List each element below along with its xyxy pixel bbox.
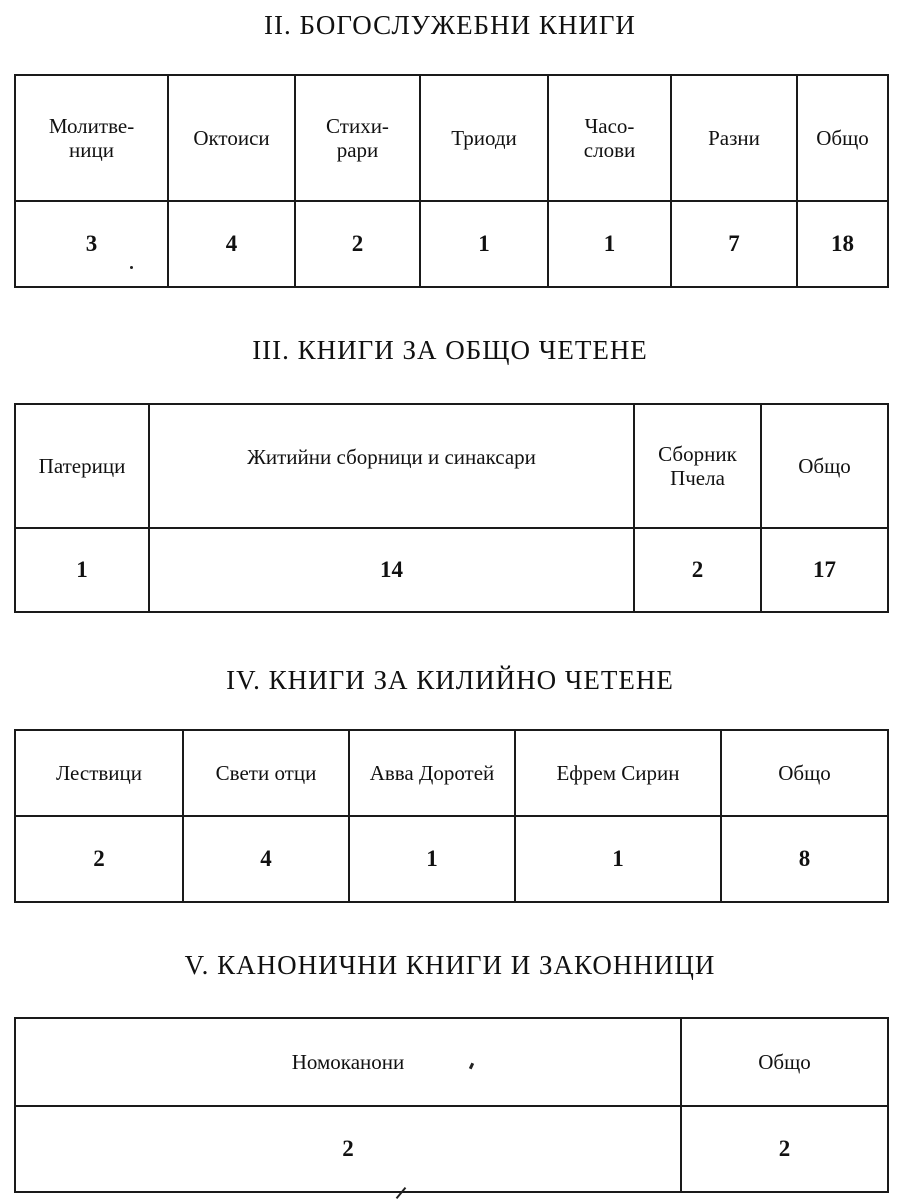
header-cell: Патерици bbox=[15, 404, 149, 528]
section-3-title: III. КНИГИ ЗА ОБЩО ЧЕТЕНЕ bbox=[252, 335, 648, 365]
value-cell: 1 bbox=[420, 201, 548, 287]
value-cell: 18 bbox=[797, 201, 888, 287]
value-cell: 3 bbox=[15, 201, 168, 287]
header-cell: Ефрем Сирин bbox=[515, 730, 721, 816]
table-row bbox=[15, 1106, 888, 1192]
table-cell-reading bbox=[14, 729, 889, 903]
value-cell: 2 bbox=[634, 528, 761, 612]
value-cell: 2 bbox=[15, 816, 183, 902]
value-cell: 1 bbox=[15, 528, 149, 612]
header-cell: Лествици bbox=[15, 730, 183, 816]
value-cell: 4 bbox=[168, 201, 295, 287]
table-header-row bbox=[15, 404, 888, 528]
table-header-row bbox=[15, 730, 888, 816]
header-cell: Номоканони bbox=[15, 1018, 681, 1106]
header-cell: Общо bbox=[681, 1018, 888, 1106]
header-cell: Октоиси bbox=[168, 75, 295, 201]
header-cell: Сборник Пчела bbox=[634, 404, 761, 528]
value-cell: 1 bbox=[548, 201, 671, 287]
header-cell: Свети отци bbox=[183, 730, 349, 816]
value-cell: 1 bbox=[515, 816, 721, 902]
header-cell: Житийни сборници и синаксари bbox=[149, 404, 634, 528]
header-cell: Стихи- рари bbox=[295, 75, 420, 201]
value-cell: 17 bbox=[761, 528, 888, 612]
header-cell: Часо- слови bbox=[548, 75, 671, 201]
header-cell: Триоди bbox=[420, 75, 548, 201]
table-row bbox=[15, 528, 888, 612]
table-row bbox=[15, 201, 888, 287]
section-5-title: V. КАНОНИЧНИ КНИГИ И ЗАКОННИЦИ bbox=[184, 950, 716, 980]
section-2-title: II. БОГОСЛУЖЕБНИ КНИГИ bbox=[264, 10, 636, 40]
header-cell: Молитве- ници bbox=[15, 75, 168, 201]
value-cell: 2 bbox=[15, 1106, 681, 1192]
value-cell: 7 bbox=[671, 201, 797, 287]
header-cell: Авва Доротей bbox=[349, 730, 515, 816]
table-header-row bbox=[15, 1018, 888, 1106]
value-cell: 14 bbox=[149, 528, 634, 612]
table-liturgical-books bbox=[14, 74, 889, 288]
table-header-row bbox=[15, 75, 888, 201]
section-4-title: IV. КНИГИ ЗА КИЛИЙНО ЧЕТЕНЕ bbox=[226, 665, 674, 695]
header-cell: Разни bbox=[671, 75, 797, 201]
header-cell: Общо bbox=[761, 404, 888, 528]
value-cell: 8 bbox=[721, 816, 888, 902]
table-row bbox=[15, 816, 888, 902]
header-cell: Общо bbox=[721, 730, 888, 816]
value-cell: 2 bbox=[295, 201, 420, 287]
header-cell: Общо bbox=[797, 75, 888, 201]
value-cell: 4 bbox=[183, 816, 349, 902]
table-canonical-books bbox=[14, 1017, 889, 1193]
table-common-reading bbox=[14, 403, 889, 613]
scan-speck bbox=[130, 266, 133, 269]
value-cell: 1 bbox=[349, 816, 515, 902]
value-cell: 2 bbox=[681, 1106, 888, 1192]
